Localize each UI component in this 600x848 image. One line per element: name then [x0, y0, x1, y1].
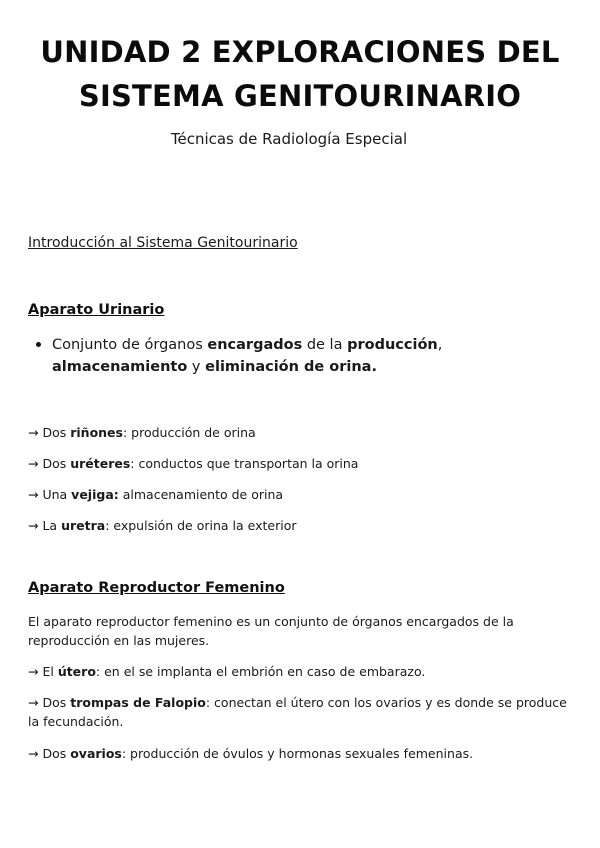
arrow-icon: → [28, 487, 39, 502]
arrow-icon: → [28, 518, 39, 533]
urinario-item-uretra: → La uretra: expulsión de orina la exterior [28, 518, 297, 533]
urinario-item-ureteres: → Dos uréteres: conductos que transportan la orina [28, 456, 359, 471]
femenino-item-ovarios: → Dos ovarios: producción de óvulos y hormonas sexuales femeninas. [28, 746, 474, 761]
femenino-item-trompas: → Dos trompas de Falopio: conectan el útero con los ovarios y es donde se produce la fecundación. [28, 695, 567, 729]
femenino-item-utero: → El útero: en el se implanta el embrión en caso de embarazo. [28, 664, 426, 679]
arrow-icon: → [28, 695, 39, 710]
page-title-line-2: SISTEMA GENITOURINARIO [78, 79, 522, 113]
arrow-icon: → [28, 746, 39, 761]
page-subtitle: Técnicas de Radiología Especial [170, 130, 408, 148]
bullet-dot-icon [36, 342, 41, 347]
arrow-icon: → [28, 664, 39, 679]
page-title [0, 30, 600, 118]
femenino-intro-paragraph: El aparato reproductor femenino es un conjunto de órganos encargados de la reproducción en las mujeres. [28, 614, 514, 648]
bullet-item-urinario [28, 334, 573, 378]
urinario-item-vejiga: → Una vejiga: almacenamiento de orina [28, 487, 284, 502]
bullet-text: Conjunto de órganos encargados de la producción, almacenamiento y eliminación de orina. [52, 337, 443, 375]
urinario-item-rinones: → Dos riñones: producción de orina [28, 425, 256, 440]
section-heading-urinario: Aparato Urinario [28, 302, 165, 318]
arrow-icon: → [28, 456, 39, 471]
section-heading-femenino: Aparato Reproductor Femenino [28, 580, 285, 596]
arrow-icon: → [28, 425, 39, 440]
page-title-line-1: UNIDAD 2 EXPLORACIONES DEL [40, 35, 560, 69]
intro-heading: Introducción al Sistema Genitourinario [28, 235, 298, 251]
